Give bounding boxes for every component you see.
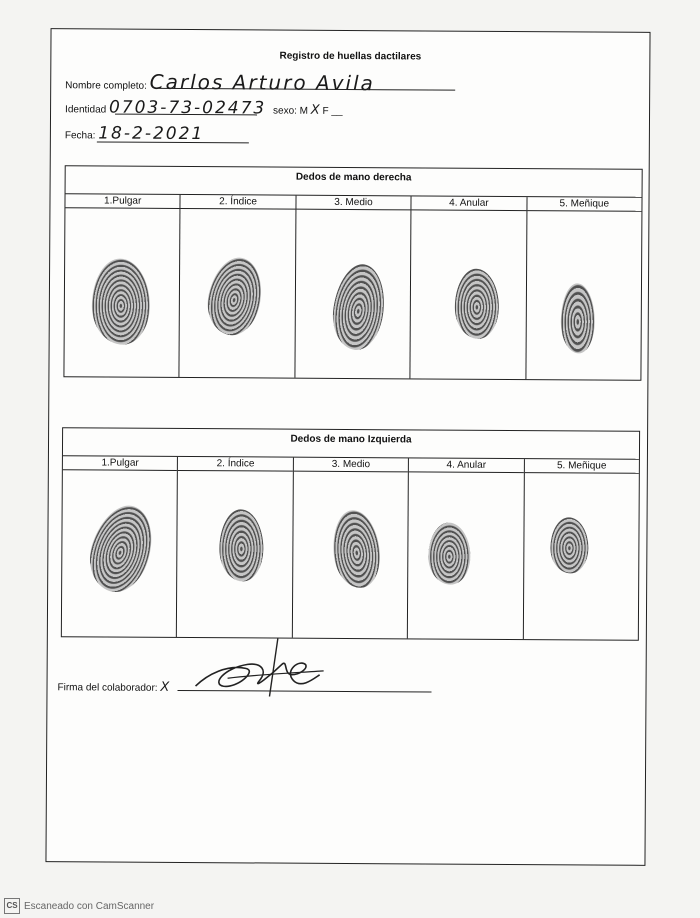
- camscanner-logo-icon: CS: [4, 898, 20, 914]
- left-finger-label: 3. Medio: [294, 458, 408, 473]
- left-finger-label: 1.Pulgar: [63, 456, 177, 471]
- left-hand-table: [61, 427, 640, 641]
- name-label: Nombre completo:: [65, 80, 147, 92]
- sex-f-label: F: [322, 105, 329, 117]
- left-finger-label: 4. Anular: [409, 458, 523, 473]
- left-finger-cell: [293, 458, 410, 639]
- left-finger-cell: [523, 459, 639, 640]
- fingerprint-image: [329, 508, 382, 590]
- sex-f-blank: __: [331, 105, 343, 117]
- left-finger-cell: [408, 458, 525, 639]
- id-label: Identidad: [65, 104, 107, 116]
- right-finger-cell: [64, 194, 181, 377]
- left-finger-cell: [62, 456, 179, 637]
- left-finger-cell: [177, 457, 294, 638]
- date-value: 18-2-2021: [98, 123, 205, 145]
- right-finger-cell: [411, 196, 528, 379]
- id-value: 0703-73-02473: [108, 97, 267, 119]
- fingerprint-form: [45, 28, 650, 866]
- signature-mark: X: [160, 679, 170, 695]
- right-finger-label: 3. Medio: [296, 196, 410, 211]
- right-hand-title: Dedos de mano derecha: [66, 166, 642, 198]
- form-title: Registro de huellas dactilares: [279, 50, 422, 63]
- fingerprint-image: [80, 498, 163, 600]
- fingerprint-image: [220, 509, 264, 581]
- right-finger-label: 5. Meñique: [527, 197, 641, 212]
- name-field: [65, 69, 375, 95]
- fingerprint-image: [560, 283, 594, 353]
- right-finger-cell: [526, 197, 642, 380]
- scanner-footer-text: Escaneado con CamScanner: [24, 900, 155, 912]
- right-finger-label: 4. Anular: [412, 196, 526, 211]
- right-finger-label: 1.Pulgar: [65, 194, 179, 209]
- scanner-footer: [4, 898, 154, 914]
- sex-mark: X: [310, 102, 320, 118]
- fingerprint-image: [455, 269, 499, 339]
- date-label: Fecha:: [64, 130, 96, 142]
- fingerprint-image: [428, 522, 470, 584]
- fingerprint-image: [328, 261, 390, 353]
- signature-image: [187, 634, 327, 701]
- sex-label: sexo: M: [272, 105, 309, 117]
- left-finger-label: 2. Índice: [178, 457, 292, 472]
- fingerprint-image: [550, 517, 588, 573]
- id-field: [65, 97, 343, 119]
- name-value: Carlos Arturo Avila: [149, 69, 375, 96]
- right-finger-cell: [180, 195, 297, 378]
- left-hand-title: Dedos de mano Izquierda: [63, 428, 639, 460]
- right-finger-label: 2. Índice: [181, 195, 295, 210]
- signature-field: [57, 679, 169, 695]
- signature-label: Firma del colaborador:: [57, 682, 158, 694]
- fingerprint-image: [202, 253, 269, 340]
- left-finger-label: 5. Meñique: [524, 459, 638, 474]
- right-finger-cell: [295, 196, 412, 379]
- right-hand-table: [63, 165, 642, 381]
- fingerprint-image: [92, 258, 151, 344]
